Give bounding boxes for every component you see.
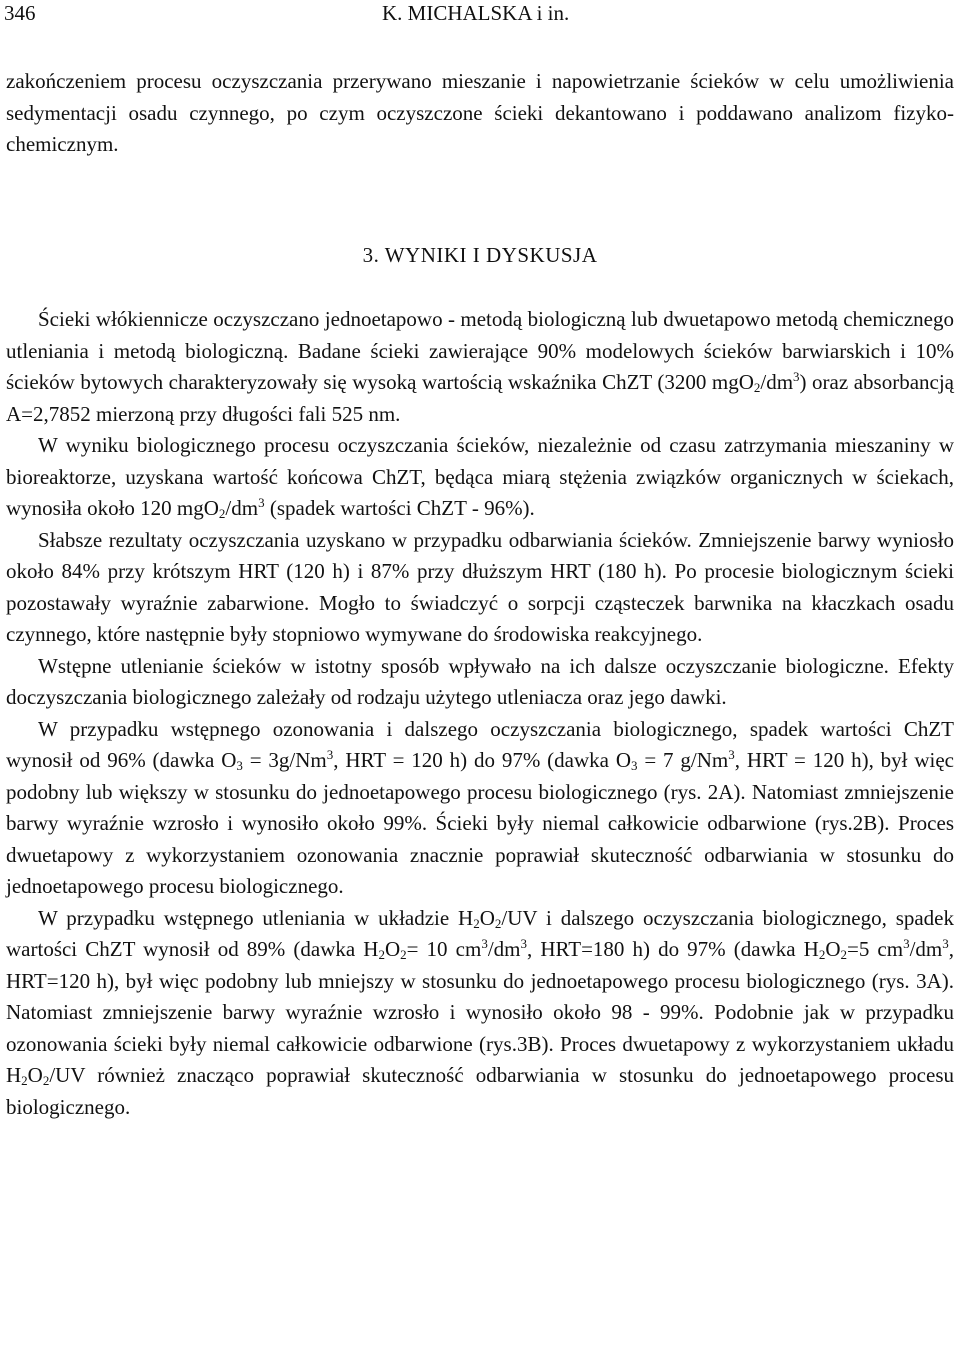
subscript: 2 xyxy=(494,915,502,931)
subscript: 2 xyxy=(21,1073,28,1088)
superscript: 3 xyxy=(258,495,265,510)
paragraph-results-2 xyxy=(6,430,954,525)
section-heading: 3. WYNIKI I DYSKUSJA xyxy=(362,242,598,267)
paragraph-results-4: Wstępne utlenianie ścieków w istotny sposób wpływało na ich dalsze oczyszczanie biologiczne. Efekty doczyszczania biologicznego zależały od rodzaju użytego utleniacza oraz jego dawki. xyxy=(6,653,954,709)
subscript: 2 xyxy=(473,915,480,931)
text-run: = 7 g/Nm xyxy=(637,748,729,772)
text-run: /dm xyxy=(487,937,521,961)
superscript: 3 xyxy=(326,747,334,762)
subscript: 2 xyxy=(840,947,847,962)
text-run: (spadek wartości ChZT - 96%). xyxy=(264,496,535,520)
text-run: , HRT=180 h) do 97% (dawka H xyxy=(526,937,819,961)
superscript: 3 xyxy=(520,936,527,951)
text-run: , HRT=120 h), był więc podobny lub mniejszy w stosunku do jednoetapowego procesu biologicznego (rys. 3A). Natomiast zmniejszenie barwy wyraźnie wzrosło i wynosiło około 98 - 99%. Podobnie jak w przypadku ozonowania ścieki były niemal całkowicie odbarwione (rys.3B). Proces dwuetapowy z wykorzystaniem układu H xyxy=(6,937,955,1087)
text-run: /UV i dalszego oczyszczania biologicznego, spadek wartości ChZT wynosił od 89% (dawka H xyxy=(6,905,955,961)
text-run: W przypadku wstępnego utleniania w układzie H xyxy=(38,905,474,930)
text-run: = 3g/Nm xyxy=(242,748,327,772)
text-run: O xyxy=(825,937,841,961)
text-run: W wyniku biologicznego procesu oczyszczania ścieków, niezależnie od czasu zatrzymania mieszaniny w bioreaktorze, uzyskana wartość końcowa ChZT, będąca miarą stężenia związków organicznych w ściekach, wynosiła około 120 mgO xyxy=(6,433,954,520)
subscript: 2 xyxy=(400,947,407,962)
superscript: 3 xyxy=(942,936,949,951)
subscript: 2 xyxy=(818,947,826,962)
text-run: = 10 cm xyxy=(406,937,482,961)
running-head xyxy=(4,0,944,32)
paragraph-results-5 xyxy=(6,714,954,903)
text-run: O xyxy=(27,1063,43,1087)
subscript: 3 xyxy=(630,758,638,773)
superscript: 3 xyxy=(793,369,800,384)
text-run: =5 cm xyxy=(847,937,904,961)
text-run: ) oraz absorbancją A=2,7852 mierzoną przy długości fali 525 nm. xyxy=(6,370,954,426)
text-run: , HRT = 120 h), był więc podobny lub większy w stosunku do jednoetapowego procesu biologicznego (rys. 2A). Natomiast zmniejszenie barwy wyraźnie wzrosło i wynosiło około 99%. Ścieki były niemal całkowicie odbarwione (rys.2B). Proces dwuetapowy z wykorzystaniem ozonowania znacznie poprawiał skuteczność odbarwiania w stosunku do jednoetapowego procesu biologicznego. xyxy=(6,748,954,898)
text-run: /dm xyxy=(760,370,794,394)
superscript: 3 xyxy=(903,936,910,951)
paragraph-results-3: Słabsze rezultaty oczyszczania uzyskano w przypadku odbarwiania ścieków. Zmniejszenie barwy wyniosło około 84% przy krótszym HRT (120 h) i 87% przy dłuższym HRT (180 h). Po procesie biologicznym ścieki pozostawały wyraźnie zabarwione. Mogło to świadczyć o sorpcji cząsteczek barwnika na kłaczkach osadu czynnego, które następnie były stopniowo wymywane do środowiska reakcyjnego. xyxy=(6,527,954,646)
text-run: /dm xyxy=(225,496,259,520)
text-run: /dm xyxy=(909,937,943,961)
paragraph-intro: zakończeniem procesu oczyszczania przerywano mieszanie i napowietrzanie ścieków w celu umożliwienia sedymentacji osadu czynnego, po czym oczyszczone ścieki dekantowano i poddawano analizom fizyko-chemicznym. xyxy=(6,69,954,156)
text-run: O xyxy=(479,905,495,930)
paragraph-results-6 xyxy=(6,903,954,1124)
subscript: 2 xyxy=(753,380,761,395)
text-run: W przypadku wstępnego ozonowania i dalszego oczyszczania biologicznego, spadek wartości ChZT wynosił od 96% (dawka O xyxy=(6,716,954,772)
superscript: 3 xyxy=(728,747,735,762)
subscript: 2 xyxy=(218,506,226,521)
running-head-authors: K. MICHALSKA i in. xyxy=(382,1,570,25)
body-text xyxy=(6,66,954,1123)
subscript: 3 xyxy=(236,758,243,773)
text-run: Ścieki włókiennicze oczyszczano jednoetapowo - metodą biologiczną lub dwuetapowo metodą chemicznego utleniania i metodą biologiczną. Badane ścieki zawierające 90% modelowych ścieków barwiarskich i 10% ścieków bytowych charakteryzowały się wysoką wartością wskaźnika ChZT (3200 mgO xyxy=(6,307,954,394)
subscript: 2 xyxy=(378,947,385,962)
paragraph-results-1 xyxy=(6,304,954,430)
text-run: /UV również znacząco poprawiał skuteczność odbarwiania w stosunku do jednoetapowego procesu biologicznego. xyxy=(6,1063,954,1119)
subscript: 2 xyxy=(42,1073,50,1088)
page-number: 346 xyxy=(4,1,36,25)
text-run: O xyxy=(384,937,401,961)
superscript: 3 xyxy=(481,936,488,951)
text-run: , HRT = 120 h) do 97% (dawka O xyxy=(333,748,631,772)
